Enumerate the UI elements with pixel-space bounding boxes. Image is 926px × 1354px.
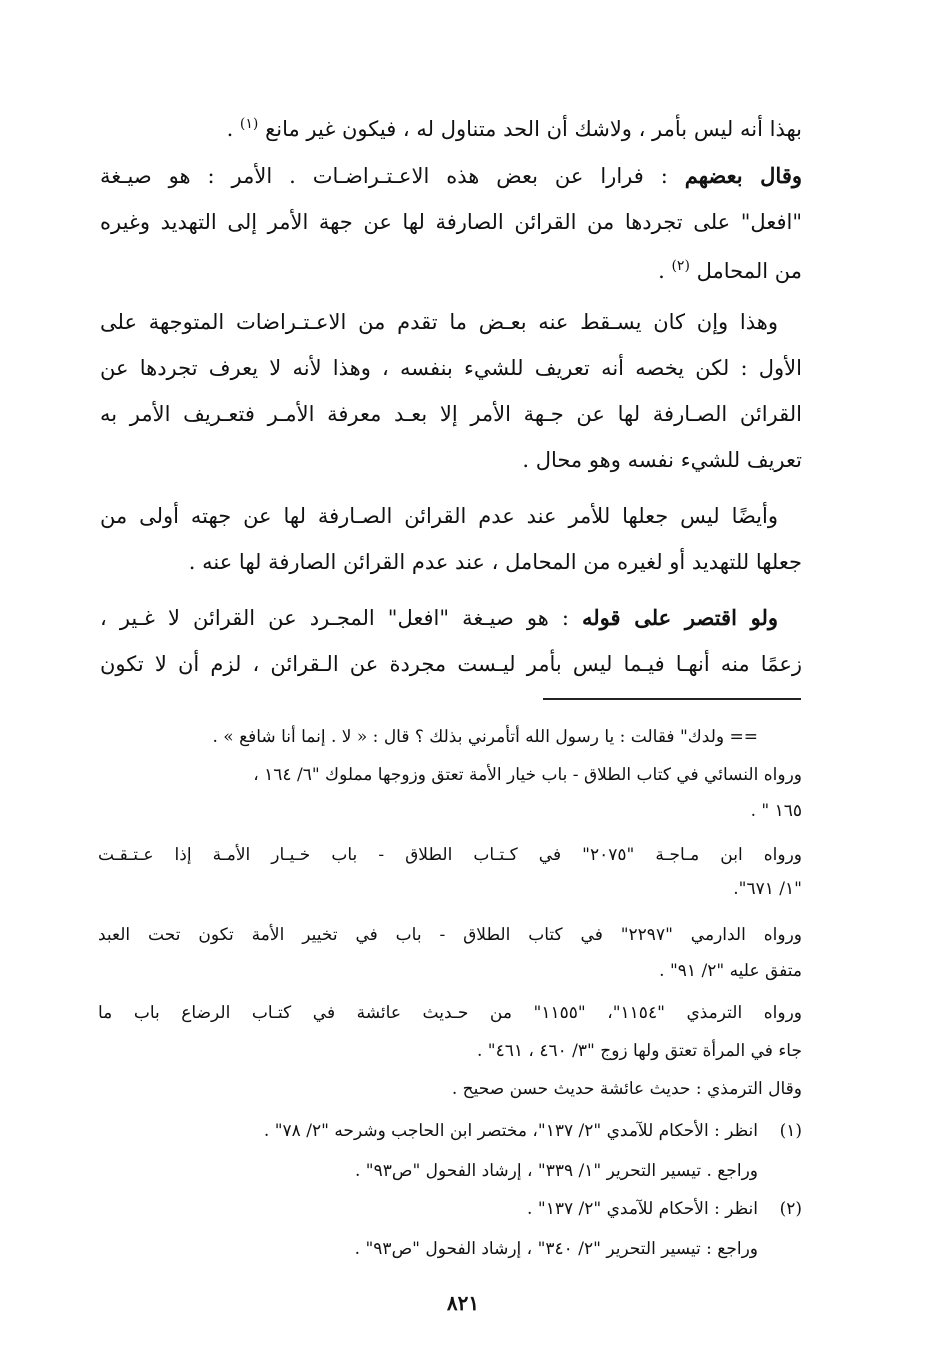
footnote-continued-line-8: ورواه الترمذي "١١٥٤"، "١١٥٥" من حـديث عائشة في كتـاب الرضاع باب ما [98, 1003, 802, 1023]
footnote-ref-2: (٢) [671, 258, 690, 274]
footnote-continued-line-1: == ولدك" فقالت : يا رسول الله أتأمرني بذلك ؟ قال : « لا . إنما أنا شافع » . [212, 727, 758, 747]
footnote-continued-line-7: متفق عليه "٢/ ٩١" . [659, 961, 802, 981]
footnote-number: (٢) [779, 1199, 802, 1219]
body-line-6: الأول : لكن يخصه أنه تعريف للشيء بنفسه ، وهذا لأنه لا يعرف تجردها عن [100, 356, 802, 380]
footnote-2: (٢)انظر : الأحكام للآمدي "٢/ ١٣٧" . [527, 1192, 802, 1226]
footnote-ref-1: (١) [239, 116, 259, 132]
body-line-9: وأيضًا ليس جعلها للأمر عند عدم القرائن الصـارفة لها عن جهته أولى من [100, 504, 778, 528]
footnote-continued-line-5: "١/ ٦٧١". [733, 879, 802, 899]
bold-lead-phrase: ولو اقتصر على قوله [581, 605, 778, 630]
body-line-11: ولو اقتصر على قوله : هو صيـغة "افعل" المجـرد عن القرائن لا غـير ، [100, 605, 778, 630]
body-line-5: وهذا وإن كان يسـقط عنه بعـض ما تقدم من الاعـتـراضات المتوجهة على [100, 310, 778, 334]
footnote-continued-line-4: ورواه ابن مـاجـة "٢٠٧٥" في كـتـاب الطلاق - باب خـيـار الأمـة إذا عـتـقـت [98, 845, 802, 865]
footnote-continued-line-6: ورواه الدارمي "٢٢٩٧" في كتاب الطلاق - باب في تخيير الأمة تكون تحت العبد [98, 925, 802, 945]
bold-lead-phrase: وقال بعضهم [684, 163, 803, 188]
body-line-12: زعمًا منه أنهـا فيـما ليس بأمر ليـست مجردة عن الـقرائن ، لزم أن لا تكون [100, 652, 802, 676]
body-line-10: جعلها للتهديد أو لغيره من المحامل ، عند عدم القرائن الصارفة لها عنه . [188, 550, 802, 574]
footnote-continued-line-9: جاء في المرأة تعتق ولها زوج "٣/ ٤٦٠ ، ٤٦١" . [476, 1041, 802, 1061]
body-line-4: من المحامل $^{(٢)}$ . [658, 258, 802, 283]
footnote-continued-line-10: وقال الترمذي : حديث عائشة حديث حسن صحيح . [451, 1079, 802, 1099]
body-line-8: تعريف للشيء نفسه وهو محال . [522, 448, 802, 472]
footnote-2-line-2: وراجع : تيسير التحرير "٢/ ٣٤٠" ، إرشاد الفحول "ص٩٣" . [354, 1239, 758, 1259]
footnote-number: (١) [779, 1121, 802, 1141]
footnote-separator [543, 698, 801, 700]
body-line-7: القرائن الصـارفة لها عن جـهة الأمر إلا بعـد معرفة الأمـر فتعـريف الأمر به [100, 402, 802, 426]
footnote-1-line-2: وراجع . تيسير التحرير "١/ ٣٣٩" ، إرشاد الفحول "ص٩٣" . [354, 1161, 758, 1181]
footnote-1: (١)انظر : الأحكام للآمدي "٢/ ١٣٧"، مختصر ابن الحاجب وشرحه "٢/ ٧٨" . [264, 1114, 802, 1148]
body-line-1: بهذا أنه ليس بأمر ، ولاشك أن الحد متناول له ، فيكون غير مانع $^{(١)}$ . [226, 116, 802, 141]
footnote-continued-line-3: ١٦٥ " . [750, 801, 802, 821]
body-line-2: وقال بعضهم : فرارا عن بعض هذه الاعـتـراضـات . الأمر : هو صيـغة [100, 163, 803, 188]
body-line-3: "افعل" على تجردها من القرائن الصارفة لها عن جهة الأمر إلى التهديد وغيره [100, 210, 802, 234]
page-number: ٨٢١ [446, 1291, 480, 1315]
footnote-continued-line-2: ورواه النسائي في كتاب الطلاق - باب خيار الأمة تعتق وزوجها مملوك "٦/ ١٦٤ ، [253, 765, 802, 785]
